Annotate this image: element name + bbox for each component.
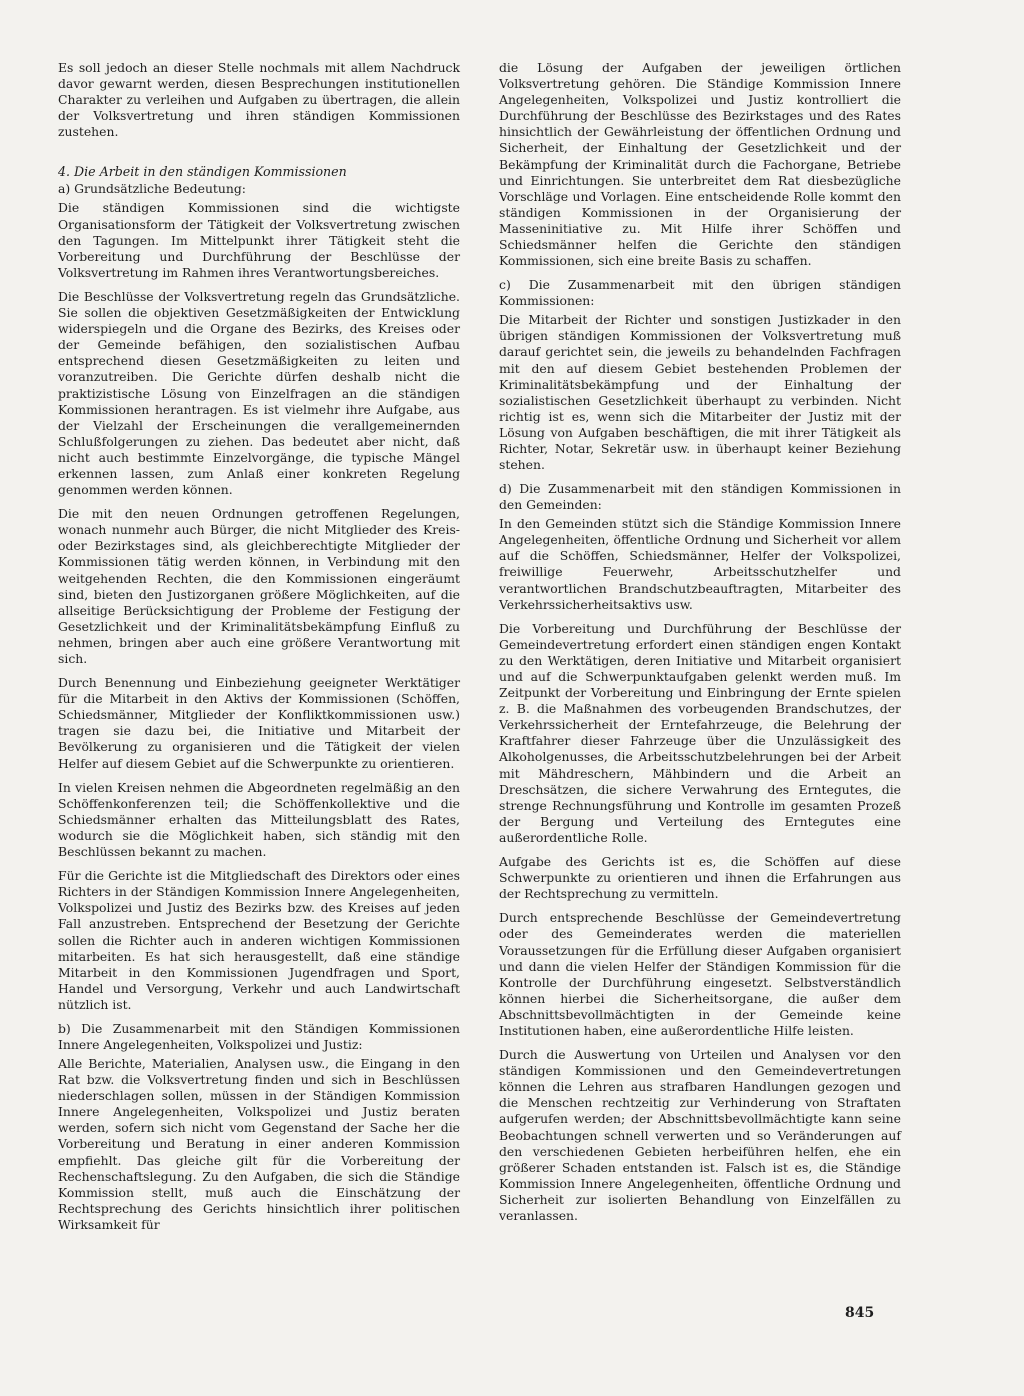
paragraph: Durch Benennung und Einbeziehung geeigneter Werktätiger für die Mitarbeit in den Aktivs der Kommissionen (Schöffen, Schiedsmänner, Mitglieder der Konfliktkommissionen usw.) tragen sie dazu bei, die Initiative und Mitarbeit der Bevölkerung zu organisieren und die Tätigkeit der vielen Helfer auf diesem Gebiet auf die Schwerpunkte zu orientieren. [58,675,460,771]
subsection-heading-a: a) Grundsätzliche Bedeutung: [58,181,246,197]
paragraph: Durch entsprechende Beschlüsse der Gemeindevertretung oder des Gemeinderates werden die materiellen Voraussetzungen für die Erfüllung dieser Aufgaben organisiert und dann die vielen Helfer der Ständigen Kommission für die Kontrolle der Durchführung eingesetzt. Selbstverständlich können hierbei die Sicherheitsorgane, die außer dem Abschnittsbevollmächtigten in der Gemeinde keine Institutionen haben, eine außerordentliche Hilfe leisten. [499,910,901,1038]
paragraph: Die ständigen Kommissionen sind die wichtigste Organisationsform der Tätigkeit der Volksvertretung zwischen den Tagungen. Im Mittelpunkt ihrer Tätigkeit steht die Vorbereitung und Durchführung der Beschlüsse der Volksvertretung im Rahmen ihres Verantwortungsbereiches. [58,200,460,280]
paragraph: Alle Berichte, Materialien, Analysen usw., die Eingang in den Rat bzw. die Volksvertretung finden und sich in Beschlüssen niederschlagen sollen, müssen in der Ständigen Kommission Innere Angelegenheiten, Volkspolizei und Justiz beraten werden, sofern sich nicht vom Gegenstand der Sache her die Vorbereitung und Beratung in einer anderen Kommission empfiehlt. Das gleiche gilt für die Vorbereitung der Rechenschaftslegung. Zu den Aufgaben, die sich die Ständige Kommission stellt, muß auch die Einschätzung der Rechtsprechung des Gerichts hinsichtlich ihrer politischen Wirksamkeit für [58,1055,460,1232]
right-column [499,60,901,1232]
subsection-heading-b: b) Die Zusammenarbeit mit den Ständigen Kommissionen Innere Angelegenheiten, Volkspolizei und Justiz: [58,1020,460,1052]
paragraph: In vielen Kreisen nehmen die Abgeordneten regelmäßig an den Schöffenkonferenzen teil; die Schöffenkollektive und die Schiedsmänner erhalten das Mitteilungsblatt des Rates, wodurch sie die Möglichkeit haben, sich ständig mit den Beschlüssen bekannt zu machen. [58,779,460,860]
paragraph: Die Vorbereitung und Durchführung der Beschlüsse der Gemeindevertretung erfordert einen ständigen engen Kontakt zu den Werktätigen, deren Initiative und Mitarbeit organisiert und auf die Schwerpunktaufgaben gelenkt werden muß. Im Zeitpunkt der Vorbereitung und Einbringung der Ernte spielen z. B. die Maßnahmen des vorbeugenden Brandschutzes, der Verkehrssicherheit der Erntefahrzeuge, die Belehrung der Kraftfahrer dieser Fahrzeuge über die Unzulässigkeit des Alkoholgenusses, die Arbeitsschutzbelehrungen bei der Arbeit mit Mähdreschern, Mähbindern und die Arbeit an Dreschsätzen, die sichere Verwahrung des Erntegutes, die strenge Rechnungsführung und Kontrolle im gesamten Prozeß der Bergung und Verteilung des Erntegutes eine außerordentliche Rolle. [499,620,901,845]
paragraph: Durch die Auswertung von Urteilen und Analysen vor den ständigen Kommissionen und den Gemeindevertretungen können die Lehren aus strafbaren Handlungen gezogen und die Menschen rechtzeitig zur Verhinderung von Straftaten aufgerufen werden; der Abschnittsbevollmächtigte kann seine Beobachtungen schnell verwerten und so Veränderungen auf den verschiedenen Gebieten herbeiführen helfen, ehe ein größerer Schaden entstanden ist. Falsch ist es, die Ständige Kommission Innere Angelegenheiten, öffentliche Ordnung und Sicherheit zur isolierten Behandlung von Einzelfällen zu veranlassen. [499,1047,901,1223]
paragraph: Die mit den neuen Ordnungen getroffenen Regelungen, wonach nunmehr auch Bürger, die nicht Mitglieder des Kreis- oder Bezirkstages sind, als gleichberechtigte Mitglieder der Kommissionen tätig werden können, in Verbindung mit den weitgehenden Rechten, die den Kommissionen eingeräumt sind, bieten den Justizorganen größere Möglichkeiten, auf die allseitige Berücksichtigung der Probleme der Festigung der Gesetzlichkeit und der Kriminalitätsbekämpfung Einfluß zu nehmen, bringen aber auch eine größere Verantwortung mit sich. [58,506,460,666]
page-number: 845 [845,1305,875,1321]
left-column [58,60,460,1241]
paragraph: Die Mitarbeit der Richter und sonstigen Justizkader in den übrigen ständigen Kommissionen der Volksvertretung muß darauf gerichtet sein, die jeweils zu behandelnden Fachfragen mit den auf diesem Gebiet bestehenden Problemen der Kriminalitätsbekämpfung und der Einhaltung der sozialistischen Gesetzlichkeit überhaupt zu verbinden. Nicht richtig ist es, wenn sich die Mitarbeiter der Justiz mit der Lösung von Aufgaben beschäftigen, die mit ihrer Tätigkeit als Richter, Notar, Sekretär usw. in überhaupt keiner Beziehung stehen. [499,312,901,473]
paragraph: die Lösung der Aufgaben der jeweiligen örtlichen Volksvertretung gehören. Die Ständige Kommission Innere Angelegenheiten, Volkspolizei und Justiz kontrolliert die Durchführung der Beschlüsse des Bezirkstages und des Rates hinsichtlich der Gewährleistung der öffentlichen Ordnung und Sicherheit, der Einhaltung der Gesetzlichkeit und der Bekämpfung der Kriminalität durch die Fachorgane, Betriebe und Einrichtungen. Sie unterbreitet dem Rat diesbezügliche Vorschläge und Vorlagen. Eine entscheidende Rolle kommt den ständigen Kommissionen in der Organisierung der Masseninitiative zu. Mit Hilfe ihrer Schöffen und Schiedsmänner helfen die Gerichte den ständigen Kommissionen, sich eine breite Basis zu schaffen. [499,60,901,269]
subsection-heading-d: d) Die Zusammenarbeit mit den ständigen Kommissionen in den Gemeinden: [499,481,901,513]
paragraph: Aufgabe des Gerichts ist es, die Schöffen auf diese Schwerpunkte zu orientieren und ihnen die Erfahrungen aus der Rechtsprechung zu vermitteln. [499,854,901,902]
paragraph: Für die Gerichte ist die Mitgliedschaft des Direktors oder eines Richters in der Ständigen Kommission Innere Angelegenheiten, Volkspolizei und Justiz des Bezirks bzw. des Kreises auf jeden Fall anzustreben. Entsprechend der Besetzung der Gerichte sollen die Richter auch in anderen wichtigen Kommissionen mitarbeiten. Es hat sich herausgestellt, daß eine ständige Mitarbeit in den Kommissionen Jugendfragen und Sport, Handel und Versorgung, Verkehr und auch Landwirtschaft nützlich ist. [58,868,460,1012]
section-heading: 4. Die Arbeit in den ständigen Kommissionen [58,164,347,180]
subsection-heading-c: c) Die Zusammenarbeit mit den übrigen ständigen Kommissionen: [499,277,901,309]
paragraph: Es soll jedoch an dieser Stelle nochmals mit allem Nachdruck davor gewarnt werden, diesen Besprechungen institutionellen Charakter zu verleihen und Aufgaben zu übertragen, die allein der Volksvertretung und ihren ständigen Kommissionen zustehen. [58,60,460,140]
paragraph: Die Beschlüsse der Volksvertretung regeln das Grundsätzliche. Sie sollen die objektiven Gesetzmäßigkeiten der Entwicklung widerspiegeln und die Organe des Bezirks, des Kreises oder der Gemeinde befähigen, den sozialistischen Aufbau entsprechend diesen Gesetzmäßigkeiten zu leiten und voranzutreiben. Die Gerichte dürfen deshalb nicht die praktizistische Lösung von Einzelfragen an die ständigen Kommissionen herantragen. Es ist vielmehr ihre Aufgabe, aus der Vielzahl der Erscheinungen die verallgemeinernden Schlußfolgerungen zu ziehen. Das bedeutet aber nicht, daß nicht auch bestimmte Einzelvorgänge, die typische Mängel erkennen lassen, zum Anlaß einer konkreten Regelung genommen werden können. [58,288,460,498]
paragraph: In den Gemeinden stützt sich die Ständige Kommission Innere Angelegenheiten, öffentliche Ordnung und Sicherheit vor allem auf die Schöffen, Schiedsmänner, Helfer der Volkspolizei, freiwillige Feuerwehr, Arbeitsschutzhelfer und verantwortlichen Brandschutzbeauftragten, Mitarbeiter des Verkehrssicherheitsaktivs usw. [499,516,901,612]
